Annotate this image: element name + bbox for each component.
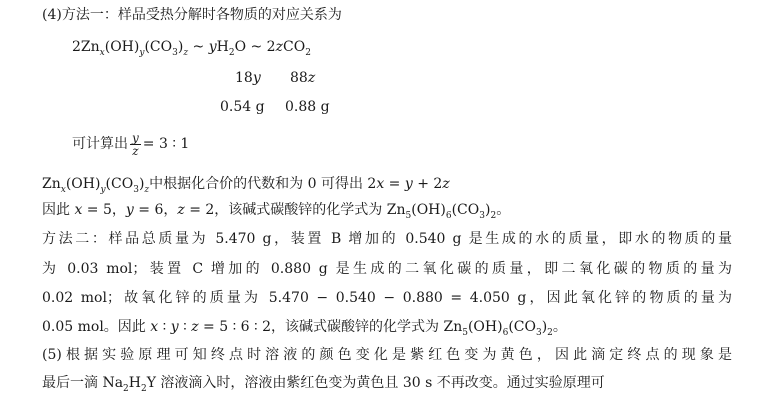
heading-method-one: (4)方法一：样品受热分解时各物质的对应关系为 — [42, 7, 342, 23]
part-five-line-2: 最后一滴 $Na_2H_2Y$ 溶液滴入时，溶液由紫红色变为黄色且 30 s 不再改变。通过实验原理可 — [42, 375, 605, 394]
decomposition-equation: $2Zn_x(OH)_y(CO_3)_z$ ~ $yH_2O$ ~ 2zCO$_2$ — [72, 39, 311, 58]
method-two-line-1: 方法二：样品总质量为 5.470 g，装置 B 增加的 0.540 g 是生成的水的质量，即水的物质的量 — [42, 231, 732, 247]
part-five-line-1: (5)根据实验原理可知终点时溶液的颜色变化是紫红色变为黄色，因此滴定终点的现象是 — [42, 347, 732, 363]
mass-water: 0.54 g — [220, 99, 265, 115]
mass-co2: 0.88 g — [285, 99, 330, 115]
molar-mass-co2: 88z — [290, 70, 316, 86]
method-two-line-2: 为 0.03 mol；装置 C 增加的 0.880 g 是生成的二氧化碳的质量，即二氧化碳的物质的量为 — [42, 261, 732, 277]
result-sentence: 因此 x = 5，y = 6，z = 2，该碱式碳酸锌的化学式为 $Zn_5(OH)_6(CO_3)_2$。 — [42, 202, 511, 221]
method-two-line-3: 0.02 mol；故氧化锌的质量为 5.470 − 0.540 − 0.880 = 4.050 g，因此氧化锌的物质的量为 — [42, 290, 732, 306]
method-two-line-4: 0.05 mol。因此 x ∶ y ∶ z = 5 ∶ 6 ∶ 2，该碱式碳酸锌的化学式为 $Zn_5(OH)_6(CO_3)_2$。 — [42, 319, 567, 338]
ratio-fraction: $\frac{y}{z}$ — [132, 130, 139, 158]
valence-sentence: $Zn_x(OH)_y(CO_3)_z$中根据化合价的代数和为 0 可得出 2x = y + 2z — [42, 176, 450, 195]
molar-mass-water: 18y — [235, 70, 261, 86]
ratio-calculation: 可计算出 $\frac{y}{z}$ = 3 ∶ 1 — [72, 130, 190, 158]
